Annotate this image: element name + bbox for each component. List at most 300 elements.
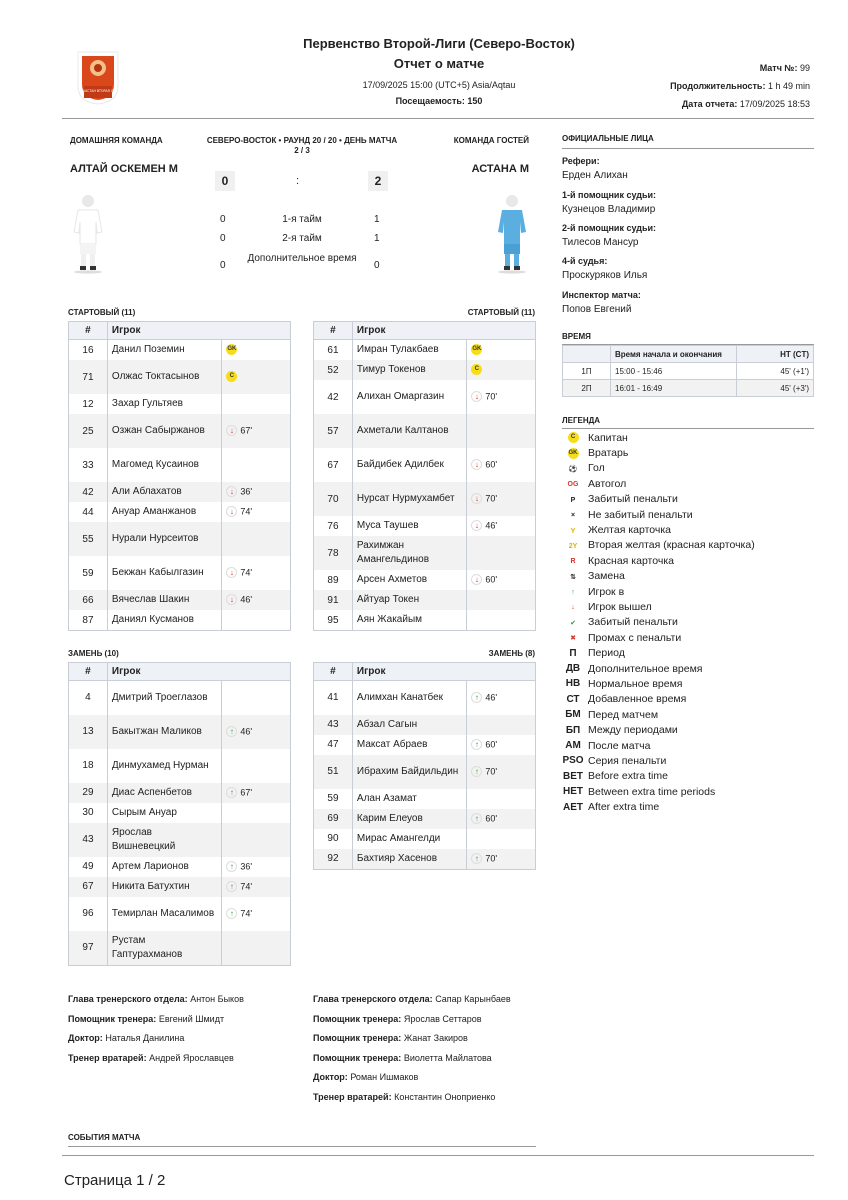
player-number: 29 [69,783,108,803]
legend-icon: ↑ [571,589,575,597]
player-in-icon: ↑ [226,861,237,872]
col-player: Игрок [107,663,290,681]
legend-label: Before extra time [588,770,668,783]
player-name: Абзал Сагын [352,715,466,735]
player-number: 87 [69,610,108,631]
player-name: Ибрахим Байдильдин [352,755,466,789]
player-out-icon: ↓ [471,493,482,504]
player-events [222,482,291,502]
legend-item [562,445,814,460]
staff-role: Тренер вратарей: [68,1052,147,1063]
away-start-title: СТАРТОВЫЙ (11) [467,308,535,317]
player-events [467,414,536,448]
away-score: 2 [368,171,388,191]
home-subs-table [68,662,291,966]
events-title: СОБЫТИЯ МАТЧА [68,1133,141,1142]
legend-icon: BET [563,770,583,782]
player-name: Ярослав Вишневецкий [107,823,221,857]
table-row [69,522,291,556]
player-events [222,877,291,897]
table-row [69,823,291,857]
legend-label: Капитан [588,431,628,444]
player-number: 30 [69,803,108,823]
player-number: 67 [314,448,353,482]
player-number: 71 [69,360,108,394]
fourth-official-name: Проскуряков Илья [562,270,648,281]
away-subs-table [313,662,536,870]
player-name: Имран Тулакбаев [352,340,466,361]
player-number: 89 [314,570,353,590]
player-out-icon: ↓ [226,506,237,517]
player-events [222,931,291,966]
table-row [314,380,536,414]
legend-item [562,615,814,630]
sub-minute: 46' [485,520,498,531]
away-team-name: АСТАНА М [471,163,529,175]
player-in-icon: ↑ [471,853,482,864]
report-subtitle: Отчет о матче [393,56,485,71]
player-number: 4 [69,681,108,715]
table-row [69,715,291,749]
home-start-title: СТАРТОВЫЙ (11) [68,308,136,317]
player-number: 43 [69,823,108,857]
table-row [69,877,291,897]
legend-label: После матча [588,739,651,752]
table-row [69,414,291,448]
player-name: Бекжан Кабылгазин [107,556,221,590]
table-row [69,610,291,631]
legend-item [562,738,814,753]
table-row [314,536,536,570]
player-name: Никита Батухтин [107,877,221,897]
player-events [467,380,536,414]
sub-minute: 60' [485,739,498,750]
player-name: Алан Азамат [352,789,466,809]
legend-item [562,522,814,537]
legend-icon: GK [568,448,579,459]
player-number: 66 [69,590,108,610]
table-row [69,783,291,803]
assistant2-name: Тилесов Мансур [562,237,639,248]
legend-icon: C [568,432,579,443]
legend-title: ЛЕГЕНДА [562,416,601,425]
player-in-icon: ↑ [226,726,237,737]
legend-item [562,538,814,553]
legend-item [562,599,814,614]
player-events [222,897,291,931]
legend-label: Игрок в [588,585,625,598]
player-events [467,448,536,482]
away-starting-table [313,321,536,631]
legend-icon: П [569,647,577,659]
legend-label: Игрок вышел [588,600,652,613]
legend-item [562,753,814,768]
player-events [222,610,291,631]
player-events [467,340,536,361]
period-1-away: 1 [374,214,380,225]
fourth-official-role: 4-й судья: [562,256,608,266]
sub-minute: 60' [485,459,498,470]
player-events [222,556,291,590]
staff-entry [68,994,244,1014]
legend-label: Нормальное время [588,677,683,690]
staff-entry [313,994,511,1014]
player-number: 42 [69,482,108,502]
player-number: 18 [69,749,108,783]
player-events [222,590,291,610]
player-out-icon: ↓ [226,486,237,497]
legend-item [562,799,814,814]
player-out-icon: ↓ [471,459,482,470]
player-name: Динмухамед Нурман [107,749,221,783]
legend-icon: ⇅ [570,573,576,581]
player-name: Арсен Ахметов [352,570,466,590]
extra-time-away: 0 [374,260,380,271]
player-events [222,749,291,783]
legend-icon: АМ [565,740,581,751]
home-kit-icon [68,192,108,277]
staff-entry [313,1072,511,1092]
player-in-icon: ↑ [226,908,237,919]
col-player: Игрок [107,322,290,340]
time-row-ht: 45' (+1') [737,363,814,380]
header-divider [62,118,814,119]
player-events [222,715,291,749]
player-name: Магомед Кусаинов [107,448,221,482]
table-row [314,360,536,380]
table-row [314,610,536,631]
sub-minute: 70' [485,391,498,402]
player-name: Байдибек Адилбек [352,448,466,482]
staff-role: Помощник тренера: [313,1052,402,1063]
player-name: Алихан Омаргазин [352,380,466,414]
table-row [69,897,291,931]
sub-minute: 70' [485,766,498,777]
legend-icon: OG [567,481,579,489]
extra-time-label: Дополнительное время [247,253,357,264]
legend-label: After extra time [588,801,660,814]
legend-icon: ✔ [570,619,576,627]
sub-minute: 46' [485,692,498,703]
legend-icon: AET [563,801,583,813]
player-events [467,789,536,809]
player-number: 59 [314,789,353,809]
sub-minute: 74' [240,506,253,517]
home-starting-table [68,321,291,631]
footer-divider [62,1155,814,1156]
time-row-range: 16:01 - 16:49 [611,380,737,397]
time-table [562,345,814,397]
sub-minute: 46' [240,726,253,737]
score-separator: : [296,175,300,187]
player-events [467,570,536,590]
sub-minute: 67' [240,787,253,798]
staff-role: Помощник тренера: [313,1013,402,1024]
player-number: 43 [314,715,353,735]
player-name: Ануар Аманжанов [107,502,221,522]
legend-label: Вторая желтая (красная карточка) [588,539,755,552]
staff-name: Наталья Данилина [105,1033,185,1043]
player-number: 70 [314,482,353,516]
legend-icon: 2Y [568,542,578,550]
table-row [69,590,291,610]
home-score: 0 [215,171,235,191]
player-events [222,522,291,556]
player-events [222,681,291,715]
player-events [467,360,536,380]
staff-entry [68,1033,244,1053]
legend-item [562,784,814,799]
player-number: 76 [314,516,353,536]
col-player: Игрок [352,322,535,340]
staff-role: Глава тренерского отдела: [68,994,188,1004]
player-in-icon: ↑ [471,766,482,777]
player-name: Вячеслав Шакин [107,590,221,610]
staff-name: Ярослав Сеттаров [403,1013,482,1024]
sub-minute: 36' [240,486,253,497]
player-events [222,783,291,803]
legend-item [562,476,814,491]
legend-icon: ДВ [565,663,581,675]
staff-role: Доктор: [68,1033,103,1043]
attendance-value: 150 [467,96,483,106]
staff-name: Сапар Карынбаев [435,994,511,1004]
player-number: 69 [314,809,353,829]
legend-item [562,492,814,507]
legend-icon: HET [563,786,583,798]
legend-label: Гол [588,462,605,475]
player-name: Рахимжан Амангельдинов [352,536,466,570]
table-row [69,340,291,361]
away-team-label: КОМАНДА ГОСТЕЙ [453,136,529,145]
player-number: 13 [69,715,108,749]
table-row [314,448,536,482]
legend-item [562,461,814,476]
staff-entry [313,1053,511,1073]
away-sub-title: ЗАМЕНЬ (8) [488,649,535,658]
table-row [69,448,291,482]
player-name: Захар Гультяев [107,394,221,414]
sub-minute: 46' [240,594,253,605]
match-datetime: 17/09/2025 15:00 (UTC+5) Asia/Aqtau [362,80,516,90]
staff-entry [313,1014,511,1034]
legend-icon: ✖ [570,635,576,643]
table-row [314,482,536,516]
time-row-ht: 45' (+3') [737,380,814,397]
match-duration: Продолжительность: 1 h 49 min [670,81,810,91]
legend-icon: P [570,496,576,504]
captain-icon: C [226,371,237,382]
player-events [222,502,291,522]
player-number: 51 [314,755,353,789]
table-row [314,340,536,361]
player-events [467,590,536,610]
logo-text: КАЗАХСТАН ВТОРАЯ ЛИГА [76,89,120,93]
player-name: Карим Елеуов [352,809,466,829]
staff-role: Тренер вратарей: [313,1091,392,1102]
staff-entry [313,1033,511,1053]
page-number: Страница 1 / 2 [64,1172,166,1189]
period-1-home: 0 [220,214,226,225]
legend-item [562,630,814,645]
player-number: 25 [69,414,108,448]
legend-label: Серия пенальти [588,754,667,767]
player-events [467,482,536,516]
player-number: 47 [314,735,353,755]
legend-item [562,661,814,676]
legend-label: Between extra time periods [588,785,716,798]
player-number: 42 [314,380,353,414]
sub-minute: 74' [240,567,253,578]
legend-item [562,645,814,660]
away-kit-icon [492,192,532,277]
player-events [222,414,291,448]
staff-role: Помощник тренера: [313,1033,402,1043]
legend-label: Не забитый пенальти [588,508,693,521]
legend-label: Красная карточка [588,554,674,567]
legend-icon: Y [570,527,576,535]
player-name: Сырым Ануар [107,803,221,823]
legend-label: Вратарь [588,447,629,460]
player-events [467,516,536,536]
inspector-role: Инспектор матча: [562,290,641,300]
period-1-label: 1-я тайм [282,214,322,225]
legend-item [562,553,814,568]
player-number: 95 [314,610,353,631]
legend-divider [562,428,814,429]
home-team-name: АЛТАЙ ОСКЕМЕН М [70,163,178,175]
player-number: 49 [69,857,108,877]
col-num: # [69,322,108,340]
player-events [222,857,291,877]
player-number: 91 [314,590,353,610]
home-team-label: ДОМАШНЯЯ КОМАНДА [70,136,163,145]
player-number: 55 [69,522,108,556]
assistant1-role: 1-й помощник судьи: [562,190,657,200]
legend-icon: БП [565,724,581,736]
player-name: Тимур Токенов [352,360,466,380]
legend-label: Период [588,647,625,660]
player-name: Данил Поземин [107,340,221,361]
player-name: Рустам Гаптурахманов [107,931,221,966]
table-row [314,789,536,809]
col-player: Игрок [352,663,535,681]
table-row [69,502,291,522]
player-name: Максат Абраев [352,735,466,755]
player-name: Озжан Сабыржанов [107,414,221,448]
legend-item [562,430,814,445]
sub-minute: 70' [485,493,498,504]
legend-icon: ↓ [571,604,575,612]
player-in-icon: ↑ [471,813,482,824]
extra-time-home: 0 [220,260,226,271]
player-number: 67 [69,877,108,897]
player-name: Даниял Кусманов [107,610,221,631]
legend-item [562,584,814,599]
player-number: 41 [314,681,353,715]
legend-icon: × [570,512,576,520]
player-number: 61 [314,340,353,361]
player-events [467,809,536,829]
player-number: 12 [69,394,108,414]
legend-label: Между периодами [588,724,678,737]
table-row [314,735,536,755]
legend-icon: НВ [565,678,581,690]
player-name: Аян Жакайым [352,610,466,631]
table-row [69,803,291,823]
table-row [69,482,291,502]
player-events [467,715,536,735]
legend-item [562,692,814,707]
referee-role: Рефери: [562,156,600,166]
player-number: 97 [69,931,108,966]
legend-icon: ⚽ [568,465,578,473]
staff-name: Евгений Шмидт [158,1013,225,1024]
legend-item [562,676,814,691]
staff-entry [313,1092,511,1112]
legend-label: Забитый пенальти [588,493,678,506]
player-number: 52 [314,360,353,380]
player-in-icon: ↑ [226,787,237,798]
sub-minute: 60' [485,813,498,824]
time-row-period: 2П [563,380,611,397]
table-row [69,931,291,966]
report-date: Дата отчета: 17/09/2025 18:53 [681,99,810,109]
col-num: # [314,663,353,681]
sub-minute: 67' [240,425,253,436]
report-title: Первенство Второй-Лиги (Северо-Восток) [303,36,575,51]
player-name: Муса Таушев [352,516,466,536]
player-out-icon: ↓ [226,594,237,605]
time-row-range: 15:00 - 15:46 [611,363,737,380]
player-number: 33 [69,448,108,482]
table-row [314,516,536,536]
legend-item [562,569,814,584]
assistant2-role: 2-й помощник судьи: [562,223,657,233]
legend-label: Перед матчем [588,708,659,721]
legend-icon: PSO [562,755,584,767]
staff-role: Доктор: [313,1072,348,1082]
legend-icon: R [570,558,576,566]
legend-list [562,430,814,815]
staff-role: Помощник тренера: [68,1013,157,1024]
table-row [314,755,536,789]
player-events [467,829,536,849]
staff-name: Константин Оноприенко [394,1091,496,1102]
player-number: 90 [314,829,353,849]
player-events [222,394,291,414]
player-out-icon: ↓ [226,425,237,436]
table-row [69,857,291,877]
sub-minute: 70' [485,853,498,864]
legend-item [562,769,814,784]
player-events [467,610,536,631]
player-name: Нурсат Нурмухамбет [352,482,466,516]
legend-label: Желтая карточка [588,524,672,537]
player-events [222,360,291,394]
player-events [222,340,291,361]
player-name: Бахтияр Хасенов [352,849,466,870]
table-row [314,590,536,610]
player-number: 96 [69,897,108,931]
table-row [69,360,291,394]
player-name: Диас Аспенбетов [107,783,221,803]
player-events [467,681,536,715]
staff-name: Антон Быков [190,994,244,1004]
col-num: # [69,663,108,681]
player-name: Артем Ларионов [107,857,221,877]
legend-item [562,707,814,722]
